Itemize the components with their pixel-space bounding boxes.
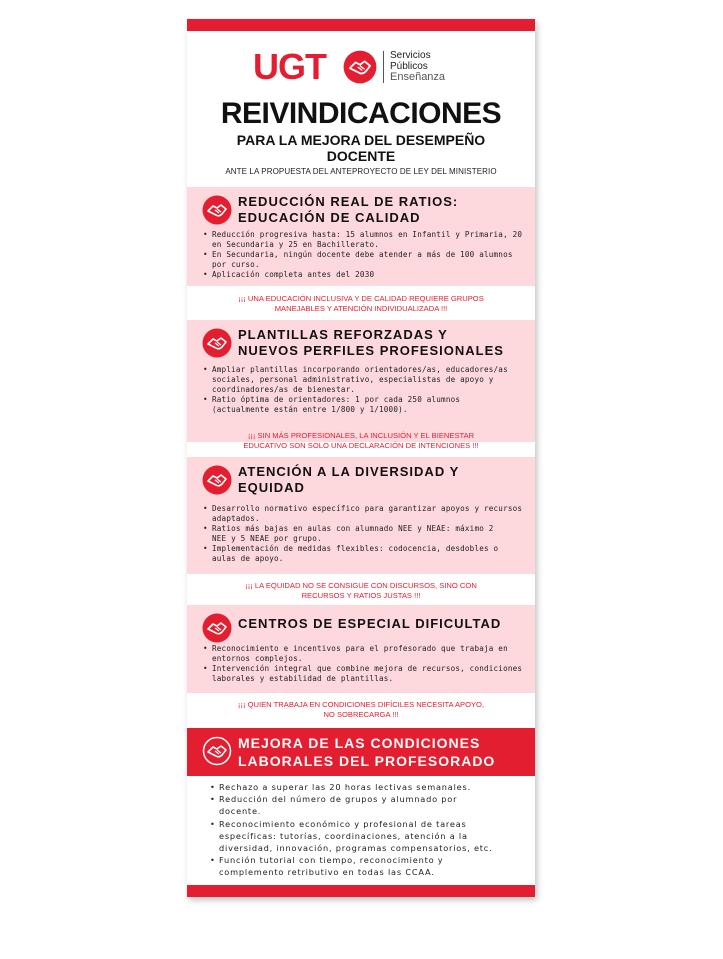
page-title: REIVINDICACIONES	[220, 97, 502, 130]
intro-text: ANTE LA PROPUESTA DEL ANTEPROYECTO DE LEY DEL MINISTERIO	[225, 167, 497, 176]
section-title-line1: MEJORA DE LAS CONDICIONES	[238, 735, 481, 751]
list-item: • Reconocimiento económico y profesional de tareas específicas: tutorías, coordinaciones, atención a la diversidad, innovación, programas compensatorios, etc.	[210, 818, 493, 855]
logo-line2: Públicos	[390, 61, 428, 72]
subtitle-line1: PARA LA MEJORA DEL DESEMPEÑO	[236, 132, 486, 148]
logo-divider	[383, 51, 384, 83]
section-title-line2: EQUIDAD	[238, 480, 305, 495]
slogan: ¡¡¡ LA EQUIDAD NO SE CONSIGUE CON DISCURSOS, SINO CON RECURSOS Y RATIOS JUSTAS !!!	[245, 581, 477, 600]
list-item: • Intervención integral que combine mejora de recursos, condiciones laborales y estabilidad de plantillas.	[203, 664, 522, 684]
list-item: • Implementación de medidas flexibles: codocencia, desdobles o aulas de apoyo.	[203, 544, 522, 564]
list-item: • Ratio óptima de orientadores: 1 por cada 250 alumnos (actualmente están entre 1/800 y 1/1000).	[203, 395, 508, 415]
list-item: • Ampliar plantillas incorporando orientadores/as, educadores/as sociales, personal administrativo, especialistas de apoyo y coordinadores/as de bienestar.	[203, 365, 508, 395]
section-title	[238, 734, 495, 770]
section-title	[238, 327, 504, 359]
list-item: • Ratios más bajas en aulas con alumnado NEE y NEAE: máximo 2 NEE y 5 NEAE por grupo.	[203, 524, 522, 544]
section-title-line1: PLANTILLAS REFORZADAS Y	[238, 327, 448, 342]
list-item: • En Secundaria, ningún docente debe atender a más de 100 alumnos por curso.	[203, 250, 522, 270]
list-item: • Función tutorial con tiempo, reconocimiento y complemento retributivo en todas las CCAA.	[210, 854, 493, 878]
section-title	[238, 616, 501, 632]
section-title-line1: CENTROS DE ESPECIAL DIFICULTAD	[238, 616, 502, 631]
handshake-icon	[202, 328, 232, 358]
section-ratios	[187, 187, 535, 286]
section-condiciones	[187, 728, 535, 776]
subtitle-line2: DOCENTE	[326, 148, 396, 164]
bullet-list	[203, 365, 508, 415]
handshake-icon	[202, 613, 232, 643]
section-diversidad	[187, 457, 535, 574]
ugt-brand: UGT	[253, 46, 326, 87]
handshake-logo-icon	[343, 50, 377, 84]
section-title-line2: NUEVOS PERFILES PROFESIONALES	[238, 343, 504, 358]
list-item: • Reconocimiento e incentivos para el profesorado que trabaja en entornos complejos.	[203, 644, 522, 664]
bullet-list	[210, 781, 493, 879]
section-title-line1: REDUCCIÓN REAL DE RATIOS:	[238, 194, 459, 209]
list-item: • Reducción progresiva hasta: 15 alumnos en Infantil y Primaria, 20 en Secundaria y 25 en Bachillerato.	[203, 230, 522, 250]
slogan: ¡¡¡ UNA EDUCACIÓN INCLUSIVA Y DE CALIDAD REQUIERE GRUPOS MANEJABLES Y ATENCIÓN INDIVIDUALIZADA !!!	[238, 294, 484, 313]
section-centros	[187, 605, 535, 693]
bullet-list	[203, 230, 522, 280]
handshake-icon	[202, 195, 232, 225]
list-item: • Aplicación completa antes del 2030	[203, 270, 522, 280]
section-title	[238, 194, 458, 226]
bullet-list	[203, 504, 522, 564]
page-subtitle	[187, 132, 535, 164]
ugt-logo	[253, 47, 473, 87]
bullet-list	[203, 644, 522, 684]
section-title-line2: EDUCACIÓN DE CALIDAD	[238, 210, 421, 225]
handshake-icon	[202, 736, 232, 766]
logo-line3: Enseñanza	[390, 71, 446, 83]
section-plantillas	[187, 320, 535, 442]
handshake-icon	[202, 465, 232, 495]
section-title-line1: ATENCIÓN A LA DIVERSIDAD Y	[238, 464, 460, 479]
list-item: • Rechazo a superar las 20 horas lectivas semanales.	[210, 781, 493, 793]
logo-line1: Servicios	[390, 50, 431, 61]
section-title-line2: LABORALES DEL PROFESORADO	[238, 753, 496, 769]
section-title	[238, 464, 459, 496]
slogan: ¡¡¡ SIN MÁS PROFESIONALES, LA INCLUSIÓN Y EL BIENESTAR EDUCATIVO SON SOLO UNA DECLARACIÓN DE INTENCIONES !!!	[243, 431, 479, 450]
list-item: • Reducción del número de grupos y alumnado por docente.	[210, 793, 493, 817]
list-item: • Desarrollo normativo específico para garantizar apoyos y recursos adaptados.	[203, 504, 522, 524]
top-red-bar	[187, 19, 535, 31]
bottom-red-bar	[187, 885, 535, 897]
slogan: ¡¡¡ QUIEN TRABAJA EN CONDICIONES DIFÍCILES NECESITA APOYO, NO SOBRECARGA !!!	[237, 700, 485, 719]
logo-text	[390, 50, 445, 83]
poster	[187, 19, 535, 897]
